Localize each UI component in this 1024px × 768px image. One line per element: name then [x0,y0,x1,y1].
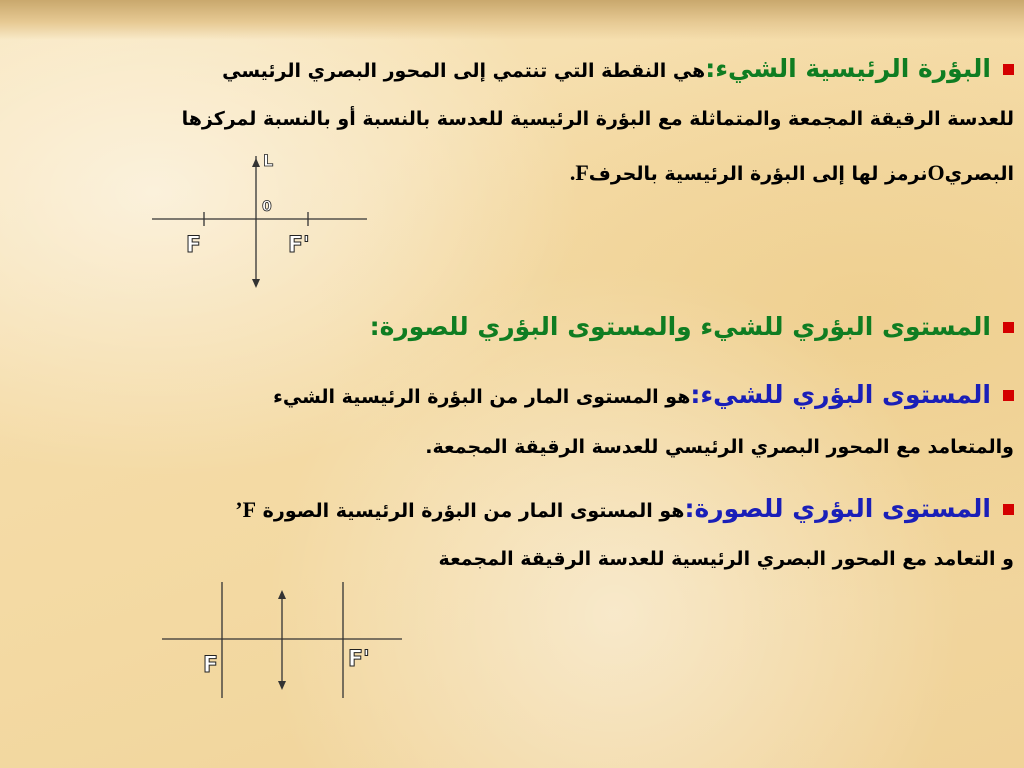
para2-heading: المستوى البؤري للشيء والمستوى البؤري للصورة: [369,312,991,341]
para1-text-3b: نرمز لها إلى البؤرة الرئيسية بالحرف [588,163,928,185]
para1-text-3a: البصري [944,163,1014,185]
para4-f-symbol: F’ [235,497,257,522]
center-label: 0 [262,199,272,215]
focus-label-fprime-1: F' [288,233,310,258]
focus-label-fprime-2: F' [348,647,370,672]
lens-arrow-bottom-2 [278,681,286,690]
para3-text-1: هو المستوى المار من البؤرة الرئيسية الشيء [273,386,691,408]
focus-label-f-1: F [186,233,202,258]
para1-o-symbol: O [927,160,945,185]
lens-arrow-top-2 [278,590,286,599]
para1-line2: للعدسة الرقيقة المجمعة والمتماثلة مع البؤرة الرئيسية للعدسة بالنسبة أو بالنسبة لمركزها [181,108,1014,130]
para4-line2: و التعامد مع المحور البصري الرئيسية للعدسة الرقيقة المجمعة [438,548,1014,570]
lens-label: L [263,151,274,170]
para4-text-1: هو المستوى المار من البؤرة الرئيسية الصورة [262,500,685,522]
para4-heading: المستوى البؤري للصورة: [684,494,991,523]
para3-heading: المستوى البؤري للشيء: [690,380,991,409]
focus-label-f-2: F [203,653,219,678]
para1-text-1: هي النقطة التي تنتمي إلى المحور البصري الرئيسي [222,60,706,82]
para3-line2: والمتعامد مع المحور البصري الرئيسي للعدسة الرقيقة المجمعة. [425,436,1014,458]
para1-heading: البؤرة الرئيسية الشيء: [705,54,991,83]
para1-f-symbol: F. [569,160,589,185]
